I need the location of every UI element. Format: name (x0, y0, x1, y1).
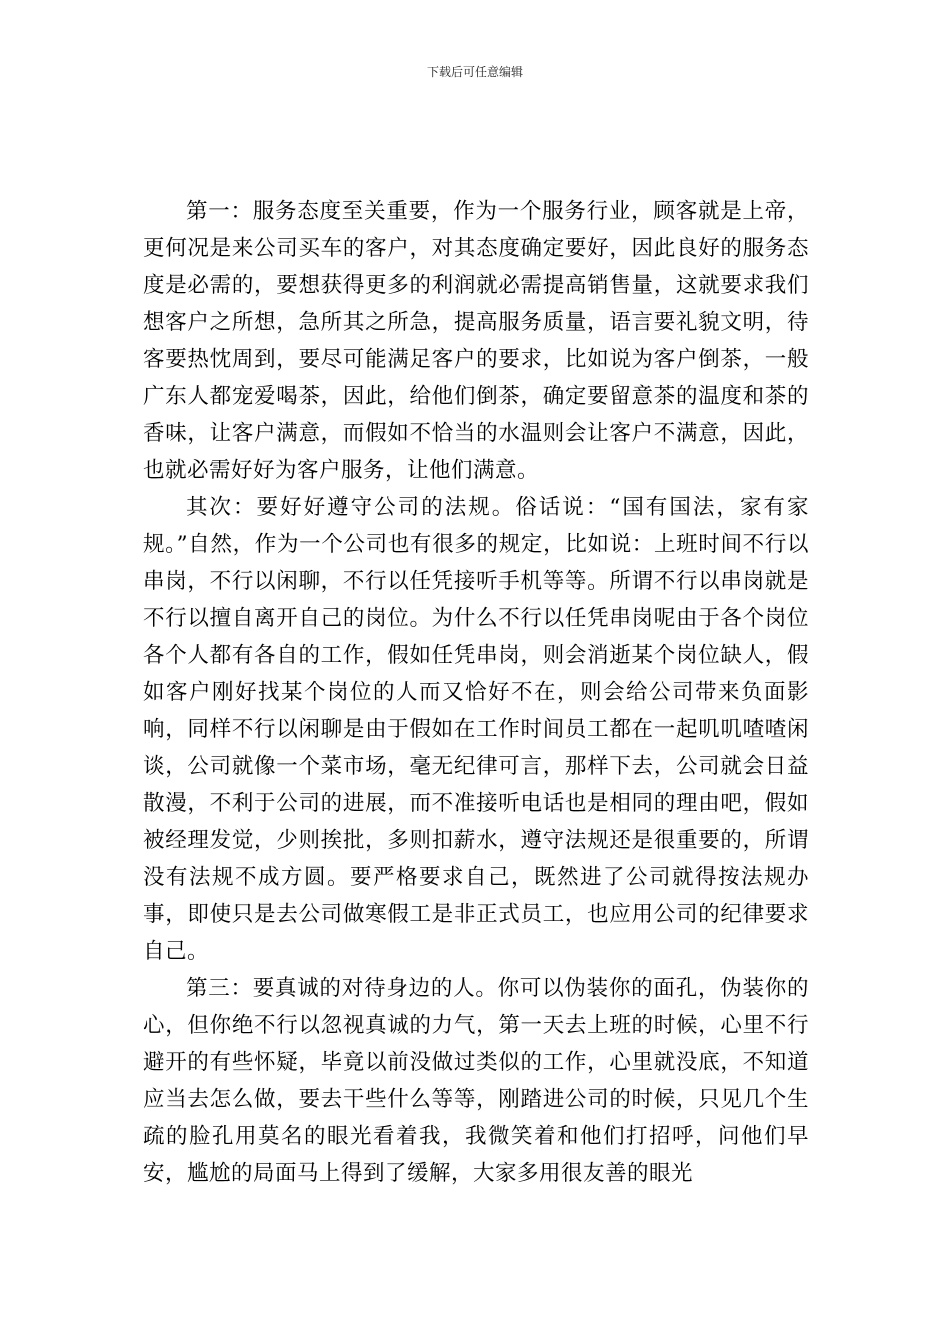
page-header: 下载后可任意编辑 (426, 65, 523, 79)
document-body (143, 193, 809, 1192)
paragraph-1: 第一：服务态度至关重要，作为一个服务行业，顾客就是上帝，更何况是来公司买车的客户，对其态度确定要好，因此良好的服务态度是必需的，要想获得更多的利润就必需提高销售量，这就要求我们想客户之所想，急所其之所急，提高服务质量，语言要礼貌文明，待客要热忱周到，要尽可能满足客户的要求，比如说为客户倒茶，一般广东人都宠爱喝茶，因此，给他们倒茶，确定要留意茶的温度和茶的香味，让客户满意，而假如不恰当的水温则会让客户不满意，因此，也就必需好好为客户服务，让他们满意。 (143, 199, 809, 483)
paragraph-3: 第三：要真诚的对待身边的人。你可以伪装你的面孔，伪装你的心，但你绝不行以忽视真诚的力气，第一天去上班的时候，心里不行避开的有些怀疑，毕竟以前没做过类似的工作，心里就没底，不知道应当去怎么做，要去干些什么等等，刚踏进公司的时候，只见几个生疏的脸孔用莫名的眼光看着我，我微笑着和他们打招呼，问他们早安，尴尬的局面马上得到了缓解，大家多用很友善的眼光 (143, 976, 809, 1186)
paragraph-2: 其次：要好好遵守公司的法规。俗话说：“国有国法，家有家规。”自然，作为一个公司也有很多的规定，比如说：上班时间不行以串岗，不行以闲聊，不行以任凭接听手机等等。所谓不行以串岗就是不行以擅自离开自己的岗位。为什么不行以任凭串岗呢由于各个岗位各个人都有各自的工作，假如任凭串岗，则会消逝某个岗位缺人，假如客户刚好找某个岗位的人而又恰好不在，则会给公司带来负面影响，同样不行以闲聊是由于假如在工作时间员工都在一起叽叽喳喳闲谈，公司就像一个菜市场，毫无纪律可言，那样下去，公司就会日益散漫，不利于公司的进展，而不准接听电话也是相同的理由吧，假如被经理发觉，少则挨批，多则扣薪水，遵守法规还是很重要的，所谓没有法规不成方圆。要严格要求自己，既然进了公司就得按法规办事，即使只是去公司做寒假工是非正式员工，也应用公司的纪律要求自己。 (143, 495, 809, 964)
